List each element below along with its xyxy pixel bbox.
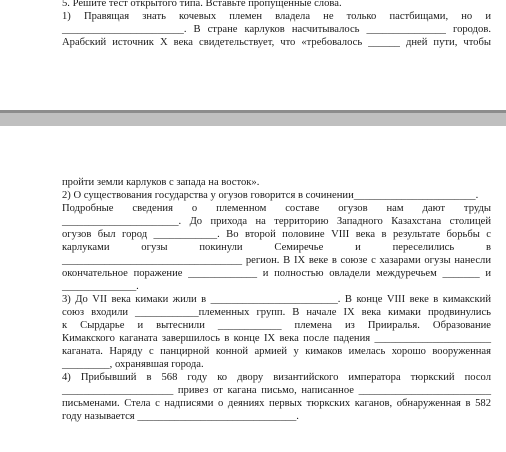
- text-line: __________________________________ регион. В IX веке в союзе с хазарами огузы нанесли: [62, 255, 491, 266]
- text-line: ______________.: [62, 281, 139, 292]
- text-line: _______________________. В стране карлуков насчитывалось _______________ городов.: [62, 24, 491, 35]
- text-line: пройти земли карлуков с запада на восток».: [62, 177, 260, 188]
- text-line: огузов был город ____________. Во второй половине VIII века в результате борьбы с: [62, 229, 491, 240]
- text-line: к Сырдарье и вытеснили ____________ племена из Прииралья. Образование: [62, 320, 491, 331]
- text-line: Подробные сведения о племенном составе огузов нам дают труды: [62, 203, 491, 214]
- text-line: окончательное поражение _____________ и полностью овладели междуречьем _______ и: [62, 268, 491, 279]
- task-heading: 5. Решите тест открытого типа. Вставьте пропущенные слова.: [62, 0, 342, 9]
- page-separator: [0, 110, 506, 126]
- text-line: _____________________ привез от кагана письмо, написанное _________________________: [62, 385, 491, 396]
- text-line: карлуками огузы покинули Семиречье и переселились в: [62, 242, 491, 253]
- text-line: году называется ______________________________.: [62, 411, 299, 422]
- text-line: 3) До VII века кимаки жили в ________________________. В конце VIII веке в кимакский: [62, 294, 491, 305]
- page-top: [0, 0, 506, 110]
- text-line: 4) Прибывший в 568 году ко двору византийского императора тюркский посол: [62, 372, 491, 383]
- text-line: Арабский источник X века свидетельствует, что «требовалось ______ дней пути, чтобы: [62, 37, 491, 48]
- text-line: ______________________. До прихода на территорию Западного Казахстана столицей: [62, 216, 491, 227]
- page-bottom: [0, 126, 506, 452]
- text-line: 2) О существования государства у огузов говорится в сочинении_______________________.: [62, 190, 479, 201]
- text-line: письменами. Стела с надписями о деяниях первых тюркских каганов, обнаруженная в 582: [62, 398, 491, 409]
- text-line: каганата. Наряду с панцирной конной армией у кимаков имелась хорошо вооруженная: [62, 346, 491, 357]
- text-line: Кимакского каганата завершилось в конце IX века после падения ______________________: [62, 333, 491, 344]
- text-line: _________, охранявшая города.: [62, 359, 204, 370]
- text-line: союз входили ____________племенных групп. В начале IX века кимаки продвинулись: [62, 307, 491, 318]
- text-line: 1) Правящая знать кочевых племен владела не только пастбищами, но и: [62, 11, 491, 22]
